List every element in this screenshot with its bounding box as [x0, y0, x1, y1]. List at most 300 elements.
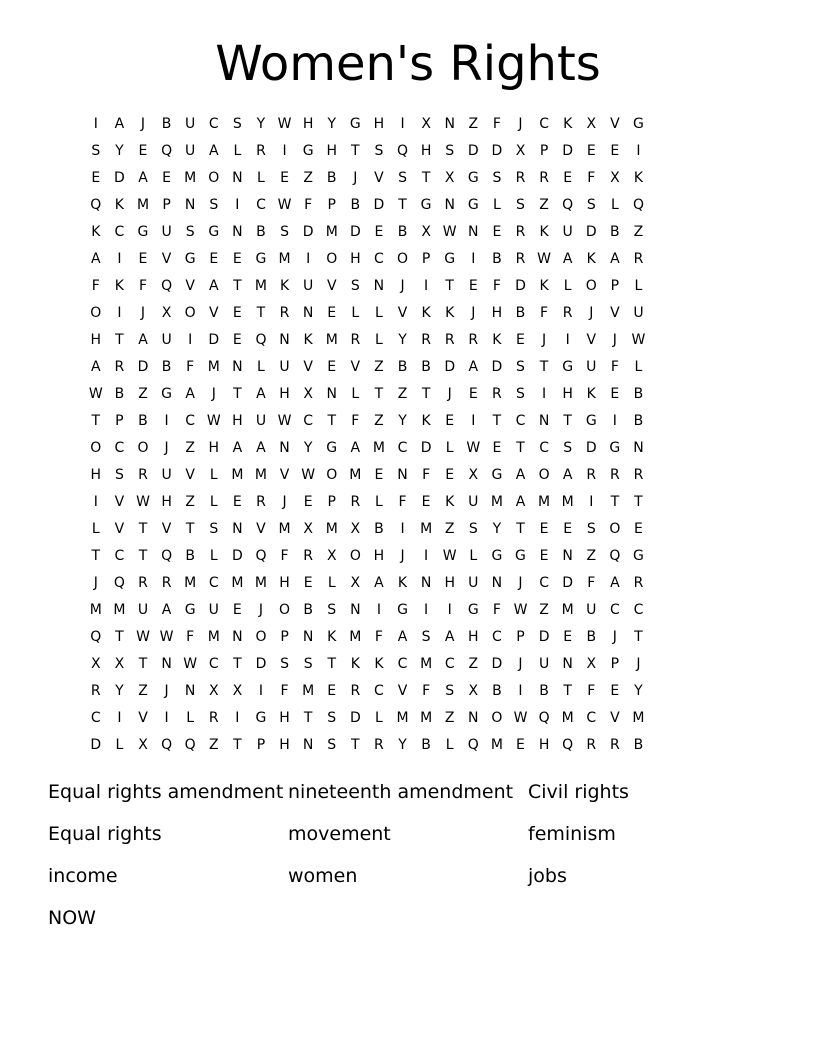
grid-letter: D [444, 358, 456, 375]
grid-letter: S [468, 520, 478, 537]
grid-letter: X [114, 655, 125, 672]
grid-letter: G [633, 547, 644, 564]
grid-letter: M [136, 196, 150, 213]
grid-letter: R [586, 466, 597, 483]
grid-letter: C [303, 412, 314, 429]
grid-letter: S [492, 169, 502, 186]
grid-letter: S [327, 709, 337, 726]
grid-letter: M [254, 574, 267, 591]
grid-letter: U [586, 601, 597, 618]
grid-row [84, 299, 650, 326]
grid-letter: M [207, 358, 220, 375]
grid-letter: L [375, 709, 383, 726]
grid-letter: Y [256, 115, 266, 132]
grid-letter: K [563, 115, 573, 132]
grid-letter: Q [397, 142, 409, 159]
grid-letter: L [257, 358, 265, 375]
grid-letter: F [610, 358, 619, 375]
grid-row [84, 569, 650, 596]
grid-letter: Z [468, 655, 479, 672]
grid-letter: K [327, 628, 337, 645]
word-list-item: Civil rights [528, 781, 629, 803]
grid-letter: G [302, 142, 314, 159]
grid-letter: S [280, 655, 289, 672]
grid-letter: M [254, 277, 267, 294]
grid-letter: D [585, 439, 597, 456]
grid-letter: O [90, 304, 102, 321]
grid-letter: G [255, 250, 267, 267]
grid-letter: S [350, 277, 360, 294]
grid-letter: J [140, 304, 146, 321]
grid-letter: E [138, 250, 148, 267]
grid-letter: U [303, 277, 314, 294]
grid-letter: E [327, 304, 337, 321]
grid-letter: I [235, 709, 240, 726]
grid-letter: Q [90, 196, 102, 213]
grid-letter: U [255, 412, 267, 429]
grid-letter: F [422, 682, 431, 699]
grid-letter: I [589, 493, 594, 510]
grid-letter: B [492, 682, 502, 699]
grid-letter: Q [161, 142, 173, 159]
grid-letter: S [280, 223, 289, 240]
grid-letter: A [256, 439, 266, 456]
grid-letter: N [562, 655, 573, 672]
grid-letter: B [421, 358, 431, 375]
grid-letter: C [208, 574, 219, 591]
grid-letter: T [492, 412, 502, 429]
grid-letter: O [208, 169, 220, 186]
grid-letter: C [256, 196, 266, 213]
grid-letter: F [422, 466, 431, 483]
grid-letter: S [516, 196, 525, 213]
grid-letter: M [561, 709, 574, 726]
grid-letter: S [586, 520, 596, 537]
grid-letter: Y [398, 736, 407, 753]
grid-letter: E [327, 358, 337, 375]
grid-letter: M [184, 169, 197, 186]
grid-letter: Y [115, 682, 124, 699]
grid-letter: L [209, 493, 218, 510]
grid-letter: C [586, 709, 597, 726]
grid-letter: Y [303, 439, 313, 456]
grid-letter: I [164, 412, 169, 429]
grid-letter: N [184, 196, 196, 213]
grid-letter: A [208, 277, 219, 294]
grid-letter: A [468, 358, 479, 375]
grid-letter: N [279, 331, 290, 348]
grid-letter: L [469, 547, 478, 564]
grid-letter: I [565, 331, 570, 348]
grid-row [84, 245, 650, 272]
grid-letter: Y [327, 115, 337, 132]
grid-letter: M [349, 466, 362, 483]
grid-letter: R [374, 736, 384, 753]
grid-letter: C [515, 412, 526, 429]
grid-letter: T [634, 628, 643, 645]
grid-letter: U [185, 115, 196, 132]
grid-letter: I [612, 412, 617, 429]
grid-letter: J [258, 601, 264, 618]
grid-letter: Q [562, 196, 574, 213]
grid-letter: T [233, 385, 242, 402]
grid-letter: N [232, 628, 243, 645]
grid-letter: I [518, 682, 523, 699]
grid-letter: B [185, 547, 195, 564]
grid-letter: R [586, 736, 597, 753]
grid-letter: Q [255, 331, 267, 348]
grid-letter: F [398, 493, 407, 510]
grid-letter: M [420, 655, 433, 672]
grid-letter: B [161, 358, 172, 375]
grid-letter: I [117, 709, 122, 726]
grid-letter: E [468, 385, 478, 402]
grid-letter: T [563, 412, 572, 429]
grid-letter: P [327, 493, 336, 510]
grid-letter: G [255, 709, 267, 726]
grid-letter: M [561, 493, 574, 510]
grid-letter: C [208, 655, 219, 672]
grid-letter: S [516, 385, 525, 402]
grid-letter: R [279, 304, 290, 321]
grid-letter: E [374, 223, 384, 240]
grid-letter: J [518, 655, 523, 672]
grid-letter: D [491, 142, 503, 159]
grid-letter: V [374, 169, 384, 186]
grid-letter: X [232, 682, 243, 699]
grid-letter: G [420, 196, 432, 213]
grid-letter: C [609, 601, 620, 618]
grid-letter: K [421, 304, 431, 321]
grid-letter: G [397, 601, 408, 618]
grid-letter: A [185, 385, 195, 402]
grid-letter: P [327, 196, 336, 213]
grid-letter: X [421, 115, 431, 132]
grid-letter: N [373, 277, 385, 294]
grid-letter: N [468, 709, 479, 726]
grid-letter: E [492, 439, 502, 456]
grid-letter: R [633, 250, 644, 267]
grid-letter: E [232, 331, 242, 348]
grid-letter: P [256, 736, 266, 753]
grid-letter: N [444, 196, 455, 213]
grid-letter: X [138, 736, 148, 753]
grid-letter: H [232, 412, 243, 429]
grid-letter: A [610, 250, 620, 267]
grid-row [84, 434, 650, 461]
grid-letter: C [492, 628, 502, 645]
grid-letter: C [397, 439, 408, 456]
grid-letter: U [538, 655, 550, 672]
grid-letter: D [420, 439, 432, 456]
grid-letter: D [349, 223, 361, 240]
grid-letter: R [256, 142, 266, 159]
grid-letter: H [302, 115, 314, 132]
grid-letter: N [397, 466, 408, 483]
grid-letter: V [114, 520, 125, 537]
grid-letter: M [420, 709, 433, 726]
grid-letter: Q [632, 196, 644, 213]
grid-letter: R [114, 358, 125, 375]
grid-letter: E [374, 466, 384, 483]
grid-letter: F [280, 682, 289, 699]
grid-letter: Z [633, 223, 644, 240]
grid-letter: G [467, 169, 479, 186]
grid-letter: N [491, 574, 503, 591]
grid-letter: A [515, 493, 526, 510]
grid-letter: G [326, 439, 338, 456]
grid-letter: Y [398, 331, 407, 348]
grid-letter: S [327, 601, 337, 618]
grid-letter: B [161, 115, 172, 132]
grid-letter: J [542, 331, 547, 348]
grid-letter: P [610, 277, 620, 294]
grid-letter: B [515, 304, 526, 321]
grid-letter: L [351, 385, 360, 402]
grid-letter: P [539, 142, 549, 159]
grid-letter: N [562, 547, 573, 564]
grid-letter: H [562, 385, 573, 402]
grid-letter: S [91, 142, 101, 159]
grid-row [84, 353, 650, 380]
grid-letter: W [513, 601, 528, 618]
grid-letter: Z [468, 115, 479, 132]
grid-letter: D [114, 169, 125, 186]
grid-letter: Q [161, 736, 173, 753]
grid-letter: X [161, 304, 172, 321]
grid-letter: X [586, 115, 597, 132]
grid-letter: F [138, 277, 148, 294]
grid-letter: H [326, 142, 337, 159]
grid-letter: O [349, 547, 361, 564]
grid-letter: U [137, 601, 149, 618]
grid-letter: I [376, 601, 381, 618]
grid-letter: M [89, 601, 102, 618]
grid-letter: B [256, 223, 266, 240]
grid-letter: F [186, 358, 195, 375]
grid-letter: V [397, 682, 408, 699]
grid-letter: M [231, 574, 244, 591]
grid-letter: R [350, 331, 361, 348]
grid-letter: H [350, 250, 361, 267]
grid-letter: X [208, 682, 219, 699]
grid-letter: Q [255, 547, 267, 564]
grid-letter: W [442, 223, 457, 240]
grid-letter: M [490, 736, 503, 753]
grid-letter: L [209, 547, 218, 564]
grid-letter: C [114, 439, 125, 456]
grid-letter: I [258, 682, 264, 699]
grid-letter: H [279, 385, 290, 402]
grid-letter: D [467, 142, 479, 159]
grid-letter: E [232, 250, 242, 267]
grid-letter: W [277, 196, 292, 213]
grid-letter: X [326, 547, 337, 564]
word-search-grid [84, 110, 650, 758]
grid-letter: T [516, 439, 525, 456]
grid-letter: R [90, 682, 101, 699]
grid-letter: B [138, 412, 148, 429]
grid-letter: L [115, 736, 124, 753]
grid-letter: E [468, 277, 478, 294]
grid-letter: G [467, 601, 479, 618]
grid-letter: W [136, 628, 150, 645]
grid-letter: I [424, 277, 429, 294]
grid-letter: W [442, 547, 457, 564]
grid-letter: T [516, 520, 525, 537]
grid-letter: O [326, 466, 338, 483]
grid-letter: C [397, 655, 408, 672]
grid-letter: Z [185, 493, 195, 510]
grid-letter: U [468, 574, 479, 591]
grid-letter: M [372, 439, 385, 456]
grid-letter: F [492, 277, 501, 294]
grid-letter: D [515, 277, 526, 294]
grid-letter: Y [634, 682, 643, 699]
grid-letter: N [161, 655, 172, 672]
grid-letter: F [587, 169, 596, 186]
grid-letter: D [231, 547, 243, 564]
grid-letter: K [303, 331, 313, 348]
grid-letter: A [114, 115, 125, 132]
grid-letter: E [610, 385, 620, 402]
grid-letter: U [586, 358, 597, 375]
grid-letter: C [444, 655, 455, 672]
grid-letter: W [88, 385, 103, 402]
grid-letter: O [255, 628, 267, 645]
grid-letter: V [350, 358, 361, 375]
grid-letter: J [612, 628, 617, 645]
grid-letter: E [563, 520, 573, 537]
grid-letter: R [562, 304, 573, 321]
grid-letter: E [539, 547, 549, 564]
grid-letter: I [400, 115, 405, 132]
grid-letter: T [563, 682, 572, 699]
grid-letter: V [326, 277, 337, 294]
grid-letter: Q [90, 628, 102, 645]
grid-letter: Q [538, 709, 550, 726]
grid-letter: R [492, 385, 502, 402]
grid-letter: W [513, 709, 528, 726]
grid-letter: N [232, 358, 243, 375]
grid-letter: Y [115, 142, 124, 159]
grid-letter: K [397, 574, 408, 591]
grid-letter: M [396, 709, 409, 726]
grid-letter: L [610, 196, 619, 213]
grid-letter: E [162, 169, 171, 186]
grid-letter: K [91, 223, 101, 240]
grid-letter: C [374, 682, 384, 699]
grid-letter: J [93, 574, 98, 591]
grid-letter: V [279, 466, 290, 483]
grid-letter: J [211, 385, 216, 402]
grid-letter: Z [138, 682, 148, 699]
grid-letter: V [256, 520, 266, 537]
grid-letter: L [634, 358, 643, 375]
grid-letter: S [445, 142, 455, 159]
grid-letter: I [93, 115, 98, 132]
grid-letter: M [302, 682, 315, 699]
grid-letter: V [138, 709, 148, 726]
grid-letter: A [444, 628, 455, 645]
grid-letter: Y [398, 412, 407, 429]
grid-row [84, 542, 650, 569]
grid-letter: W [159, 628, 174, 645]
grid-letter: K [586, 385, 596, 402]
grid-letter: T [445, 277, 454, 294]
grid-letter: L [445, 439, 454, 456]
grid-letter: M [207, 628, 220, 645]
grid-letter: F [374, 628, 383, 645]
grid-row [84, 515, 650, 542]
grid-letter: H [538, 736, 550, 753]
grid-row [84, 164, 650, 191]
grid-letter: L [445, 736, 454, 753]
grid-row [84, 407, 650, 434]
grid-letter: Z [539, 196, 549, 213]
grid-letter: G [184, 601, 196, 618]
grid-letter: B [114, 385, 125, 402]
grid-letter: H [208, 439, 220, 456]
grid-letter: M [184, 574, 197, 591]
grid-letter: N [350, 601, 361, 618]
grid-letter: C [208, 115, 219, 132]
grid-letter: K [114, 277, 124, 294]
grid-letter: M [325, 223, 338, 240]
grid-letter: A [91, 250, 101, 267]
grid-letter: Z [185, 439, 195, 456]
grid-letter: S [114, 466, 124, 483]
grid-letter: N [633, 439, 644, 456]
grid-letter: E [421, 493, 431, 510]
grid-letter: F [587, 682, 596, 699]
grid-letter: R [350, 493, 361, 510]
grid-letter: T [233, 655, 242, 672]
grid-letter: R [633, 574, 644, 591]
grid-letter: L [233, 142, 242, 159]
grid-letter: C [114, 223, 125, 240]
grid-letter: Z [138, 385, 148, 402]
grid-letter: E [209, 250, 219, 267]
grid-letter: E [539, 520, 549, 537]
grid-letter: I [117, 250, 122, 267]
grid-letter: W [277, 115, 292, 132]
grid-letter: E [138, 142, 148, 159]
grid-letter: R [515, 169, 526, 186]
grid-letter: S [445, 682, 455, 699]
grid-letter: S [232, 115, 242, 132]
grid-letter: B [492, 250, 502, 267]
grid-letter: S [374, 142, 384, 159]
grid-letter: B [539, 682, 549, 699]
grid-letter: J [282, 493, 287, 510]
grid-row [84, 596, 650, 623]
word-list-item: Equal rights [48, 823, 162, 845]
grid-letter: M [561, 601, 574, 618]
grid-letter: X [303, 520, 313, 537]
grid-letter: G [609, 439, 621, 456]
grid-letter: E [303, 493, 313, 510]
grid-letter: O [585, 277, 597, 294]
grid-letter: J [400, 547, 405, 564]
grid-letter: Q [161, 547, 173, 564]
grid-letter: M [278, 250, 291, 267]
grid-letter: H [468, 628, 479, 645]
grid-letter: C [114, 547, 125, 564]
grid-row [84, 380, 650, 407]
grid-letter: N [444, 115, 455, 132]
grid-letter: M [420, 520, 433, 537]
